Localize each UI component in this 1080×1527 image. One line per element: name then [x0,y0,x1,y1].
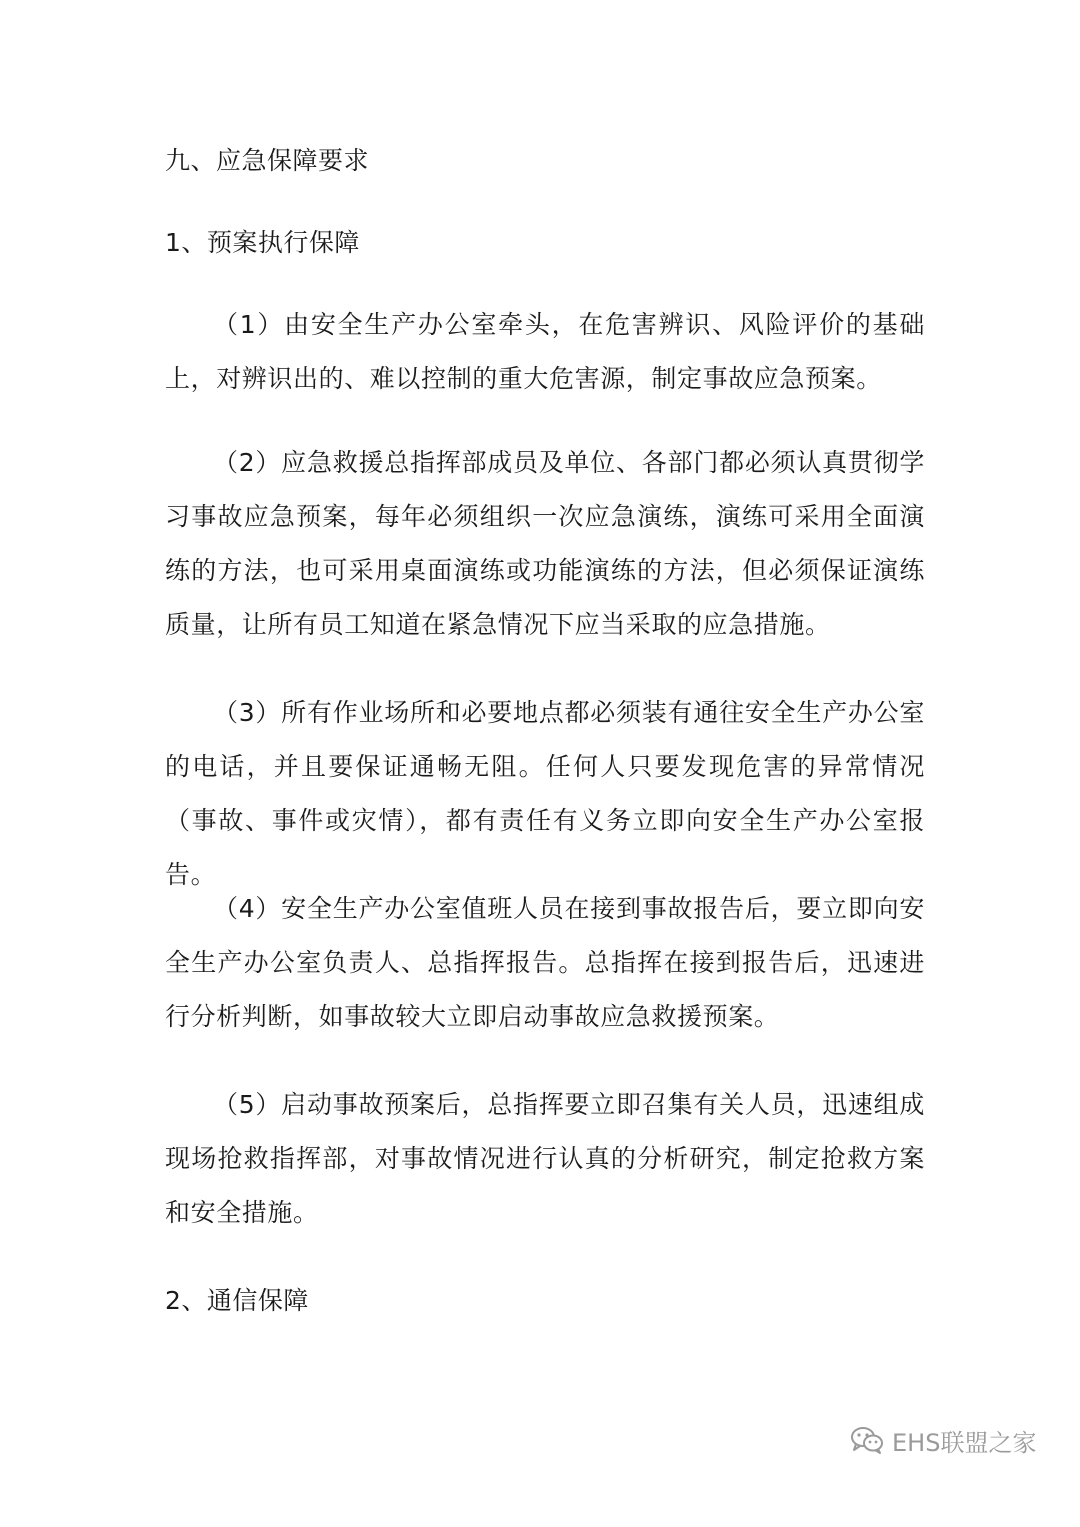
section-title: 九、应急保障要求 [165,146,370,175]
paragraph-5: （5）启动事故预案后，总指挥要立即召集有关人员，迅速组成现场抢救指挥部，对事故情况进行认真的分析研究，制定抢救方案和安全措施。 [165,1090,925,1227]
wechat-icon [850,1425,884,1455]
paragraph-1: （1）由安全生产办公室牵头，在危害辨识、风险评价的基础上，对辨识出的、难以控制的重大危害源，制定事故应急预案。 [165,310,925,393]
watermark [850,1420,1036,1460]
paragraph-3: （3）所有作业场所和必要地点都必须装有通往安全生产办公室的电话，并且要保证通畅无阻。任何人只要发现危害的异常情况（事故、事件或灾情），都有责任有义务立即向安全生产办公室报告。 [165,698,925,889]
paragraph-4: （4）安全生产办公室值班人员在接到事故报告后，要立即向安全生产办公室负责人、总指挥报告。总指挥在接到报告后，迅速进行分析判断，如事故较大立即启动事故应急救援预案。 [165,894,925,1031]
paragraph-2: （2）应急救援总指挥部成员及单位、各部门都必须认真贯彻学习事故应急预案，每年必须组织一次应急演练，演练可采用全面演练的方法，也可采用桌面演练或功能演练的方法，但必须保证演练质量，让所有员工知道在紧急情况下应当采取的应急措施。 [165,448,925,639]
watermark-text: EHS联盟之家 [892,1428,1037,1457]
subsection-title-1: 1、预案执行保障 [165,228,360,257]
subsection-title-2: 2、通信保障 [165,1286,309,1315]
